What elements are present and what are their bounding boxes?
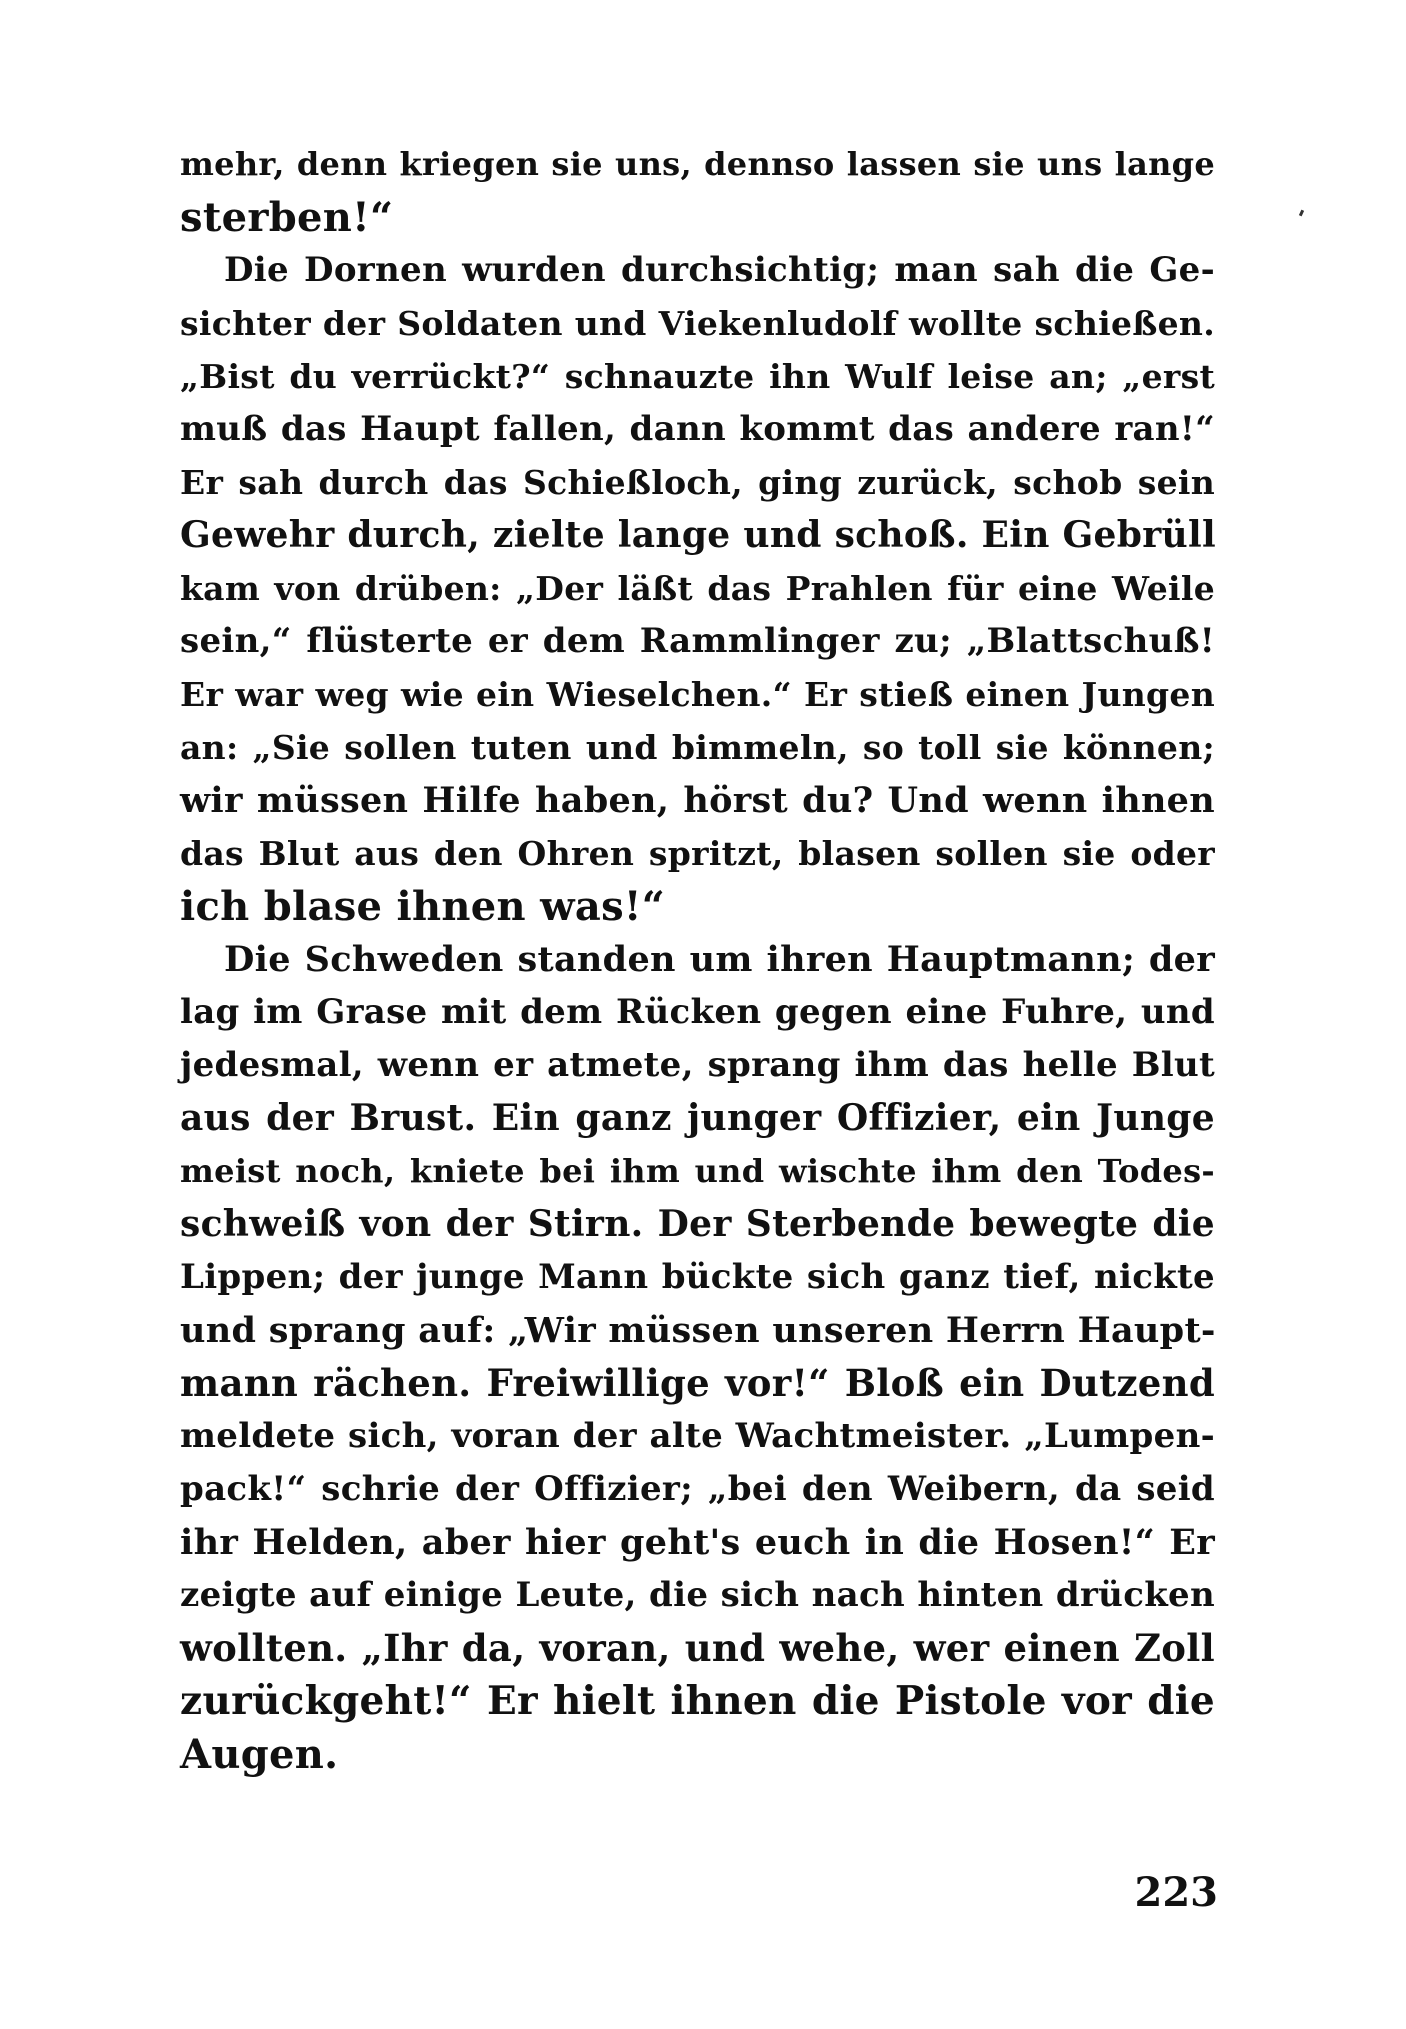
text-line: lag im Grase mit dem Rücken gegen eine Fuhre, und bbox=[180, 992, 1215, 1032]
text-line: zurückgeht!“ Er hielt ihnen die Pistole vor die bbox=[180, 1678, 1215, 1724]
text-line: schweiß von der Stirn. Der Sterbende bewegte die bbox=[180, 1203, 1215, 1245]
text-line: meldete sich, voran der alte Wachtmeister. „Lumpen- bbox=[180, 1416, 1215, 1456]
text-line: Lippen; der junge Mann bückte sich ganz tief, nickte bbox=[180, 1257, 1215, 1297]
text-line: sterben!“ bbox=[180, 194, 394, 241]
text-line: und sprang auf: „Wir müssen unseren Herrn Haupt- bbox=[180, 1310, 1216, 1351]
text-line: meist noch, kniete bei ihm und wischte ihm den Todes- bbox=[180, 1152, 1215, 1190]
text-line: mehr, denn kriegen sie uns, dennso lassen sie uns lange bbox=[180, 145, 1215, 183]
text-line: jedesmal, wenn er atmete, sprang ihm das helle Blut bbox=[180, 1045, 1215, 1085]
book-page-text bbox=[180, 138, 1215, 1781]
text-line: sichter der Soldaten und Viekenludolf wollte schießen. bbox=[180, 304, 1215, 343]
text-line: wir müssen Hilfe haben, hörst du? Und wenn ihnen bbox=[180, 780, 1215, 821]
text-line: Augen. bbox=[180, 1731, 339, 1778]
text-line: an: „Sie sollen tuten und bimmeln, so toll sie können; bbox=[180, 728, 1215, 767]
text-line: kam von drüben: „Der läßt das Prahlen für eine Weile bbox=[180, 569, 1215, 608]
page-number: 223 bbox=[1134, 1869, 1218, 1916]
text-line: Gewehr durch, zielte lange und schoß. Ein Gebrüll bbox=[180, 514, 1216, 556]
text-line: ihr Helden, aber hier geht's euch in die Hosen!“ Er bbox=[180, 1522, 1215, 1563]
text-line: aus der Brust. Ein ganz junger Offizier, ein Junge bbox=[180, 1097, 1215, 1139]
text-line: pack!“ schrie der Offizier; „bei den Weibern, da seid bbox=[180, 1469, 1215, 1509]
text-line: muß das Haupt fallen, dann kommt das andere ran!“ bbox=[180, 409, 1215, 449]
text-line: Die Dornen wurden durchsichtig; man sah die Ge- bbox=[224, 250, 1215, 290]
text-line: mann rächen. Freiwillige vor!“ Bloß ein Dutzend bbox=[180, 1361, 1215, 1405]
text-line: Er war weg wie ein Wieselchen.“ Er stieß einen Jungen bbox=[180, 675, 1215, 714]
text-line: wollten. „Ihr da, voran, und wehe, wer einen Zoll bbox=[180, 1626, 1215, 1670]
text-line: das Blut aus den Ohren spritzt, blasen sollen sie oder bbox=[180, 834, 1215, 873]
text-line: Er sah durch das Schießloch, ging zurück, schob sein bbox=[180, 463, 1215, 502]
text-line: ich blase ihnen was!“ bbox=[180, 883, 666, 930]
text-line: Die Schweden standen um ihren Hauptmann; der bbox=[224, 939, 1215, 980]
text-line: „Bist du verrückt?“ schnauzte ihn Wulf leise an; „erst bbox=[180, 357, 1215, 396]
text-line: zeigte auf einige Leute, die sich nach hinten drücken bbox=[180, 1575, 1215, 1615]
print-speck bbox=[1299, 210, 1304, 217]
text-line: sein,“ flüsterte er dem Rammlinger zu; „Blattschuß! bbox=[180, 621, 1215, 661]
